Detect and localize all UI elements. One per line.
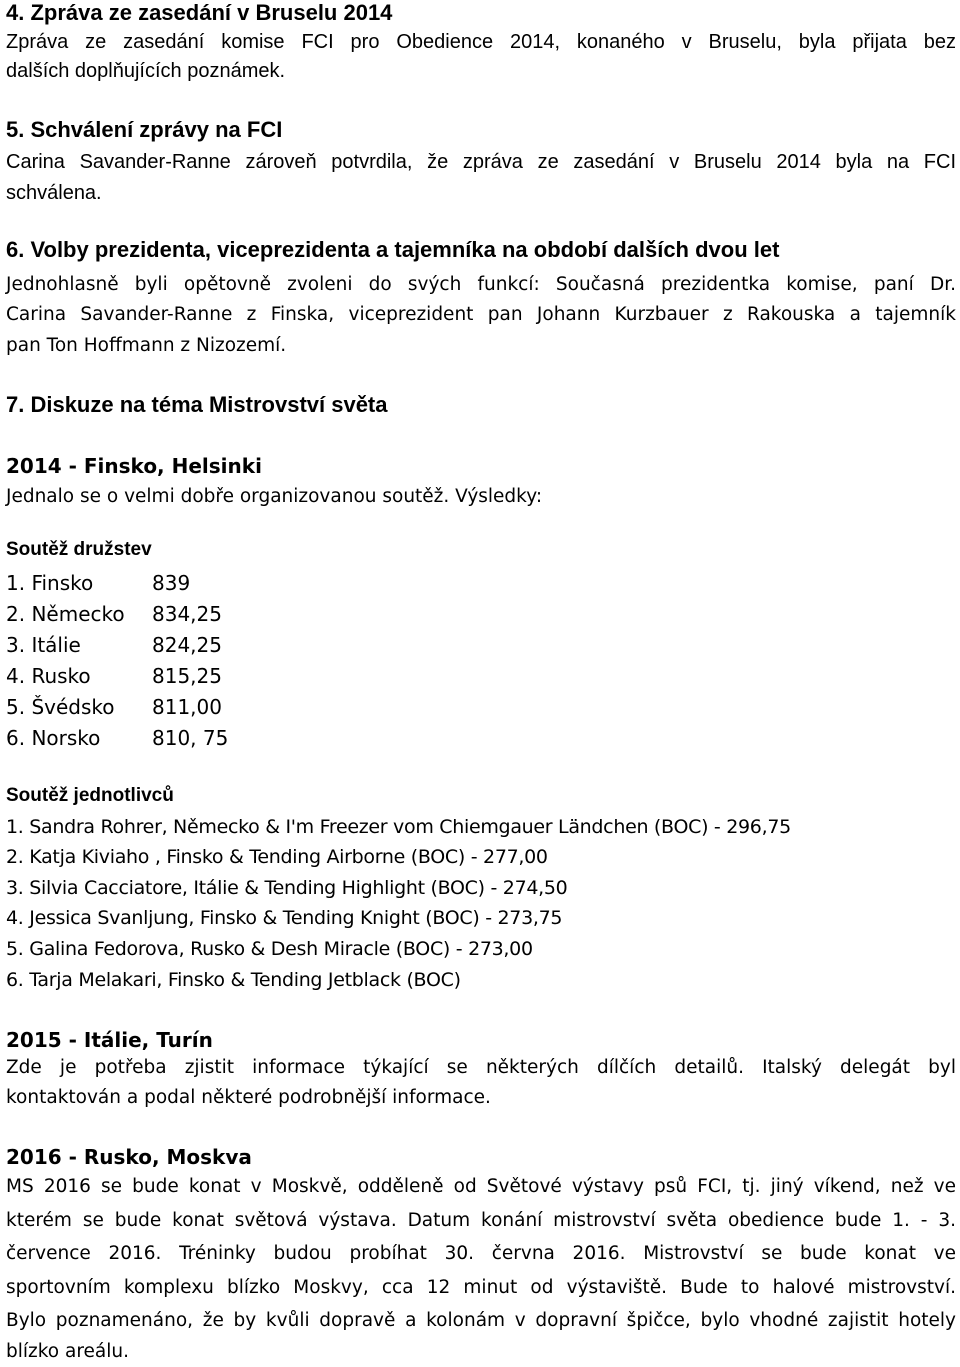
team-result-score: 815,25 [152,664,222,688]
team-result-score: 824,25 [152,633,222,657]
section-6-line-3: pan Ton Hoffmann z Nizozemí. [6,335,287,356]
individual-result: 4. Jessica Svanljung, Finsko & Tending Knight (BOC) - 273,75 [6,907,563,929]
section-5-line-2: schválena. [6,182,102,204]
section-4-heading: 4. Zpráva ze zasedání v Bruselu 2014 [6,0,393,25]
team-result-score: 810, 75 [152,726,229,750]
individual-result: 5. Galina Fedorova, Rusko & Desh Miracle (BOC) - 273,00 [6,938,533,960]
year-2016-line-6: blízko areálu. [6,1341,129,1362]
year-2016-line-5: Bylo poznamenáno, že by kvůli dopravě a kolonám v dopravní špičce, bylo vhodné zajistit hotely [6,1310,956,1331]
year-2015-line-2: kontaktován a podal některé podrobnější informace. [6,1087,491,1108]
team-result-row [6,694,222,720]
section-4-line-2: dalších doplňujících poznámek. [6,60,286,82]
year-2016-line-1: MS 2016 se bude konat v Moskvě, odděleně od Světové výstavy psů FCI, tj. jiný víkend, než ve [6,1176,956,1197]
team-result-score: 834,25 [152,602,222,626]
year-2016-line-2: kterém se bude konat světová výstava. Datum konání mistrovství světa obedience bude 1. - 3. [6,1210,956,1231]
year-2016-line-3: července 2016. Tréninky budou probíhat 30. června 2016. Mistrovství se bude konat ve [6,1243,956,1264]
team-result-place: 2. Německo [6,602,125,626]
year-2016-line-4: sportovním komplexu blízko Moskvy, cca 12 minut od výstaviště. Bude to halové mistrovství. [6,1277,956,1298]
team-result-place: 4. Rusko [6,664,91,688]
team-result-row [6,663,222,689]
section-7-heading: 7. Diskuze na téma Mistrovství světa [6,392,388,417]
section-4-line-1: Zpráva ze zasedání komise FCI pro Obedience 2014, konaného v Bruselu, byla přijata bez [6,31,956,53]
section-5-heading: 5. Schválení zprávy na FCI [6,117,283,142]
year-2014-title: 2014 - Finsko, Helsinki [6,454,262,478]
individual-result: 3. Silvia Cacciatore, Itálie & Tending Highlight (BOC) - 274,50 [6,877,568,899]
team-result-score: 839 [152,571,191,595]
year-2014-intro: Jednalo se o velmi dobře organizovanou soutěž. Výsledky: [6,486,543,507]
team-result-row [6,632,222,658]
year-2016-title: 2016 - Rusko, Moskva [6,1145,252,1169]
team-result-row [6,570,191,596]
team-result-place: 3. Itálie [6,633,81,657]
team-result-place: 5. Švédsko [6,695,115,719]
section-6-line-2: Carina Savander-Ranne z Finska, viceprezident pan Johann Kurzbauer z Rakouska a tajemník [6,304,956,325]
individual-result: 6. Tarja Melakari, Finsko & Tending Jetblack (BOC) [6,969,461,991]
section-5-line-1: Carina Savander-Ranne zároveň potvrdila, že zpráva ze zasedání v Bruselu 2014 byla na FCI [6,151,956,173]
team-result-place: 6. Norsko [6,726,101,750]
year-2015-title: 2015 - Itálie, Turín [6,1028,213,1052]
individual-result: 1. Sandra Rohrer, Německo & I'm Freezer vom Chiemgauer Ländchen (BOC) - 296,75 [6,816,791,838]
section-6-line-1: Jednohlasně byli opětovně zvoleni do svých funkcí: Současná prezidentka komise, paní Dr. [6,274,956,295]
year-2015-line-1: Zde je potřeba zjistit informace týkající se některých dílčích detailů. Italský delegát byl [6,1057,956,1078]
individual-competition-title: Soutěž jednotlivců [6,785,174,806]
team-competition-title: Soutěž družstev [6,539,152,560]
team-result-place: 1. Finsko [6,571,94,595]
team-result-row [6,725,229,751]
section-6-heading: 6. Volby prezidenta, viceprezidenta a tajemníka na období dalších dvou let [6,237,780,262]
team-result-row [6,601,222,627]
team-result-score: 811,00 [152,695,222,719]
individual-result: 2. Katja Kiviaho , Finsko & Tending Airborne (BOC) - 277,00 [6,846,548,868]
